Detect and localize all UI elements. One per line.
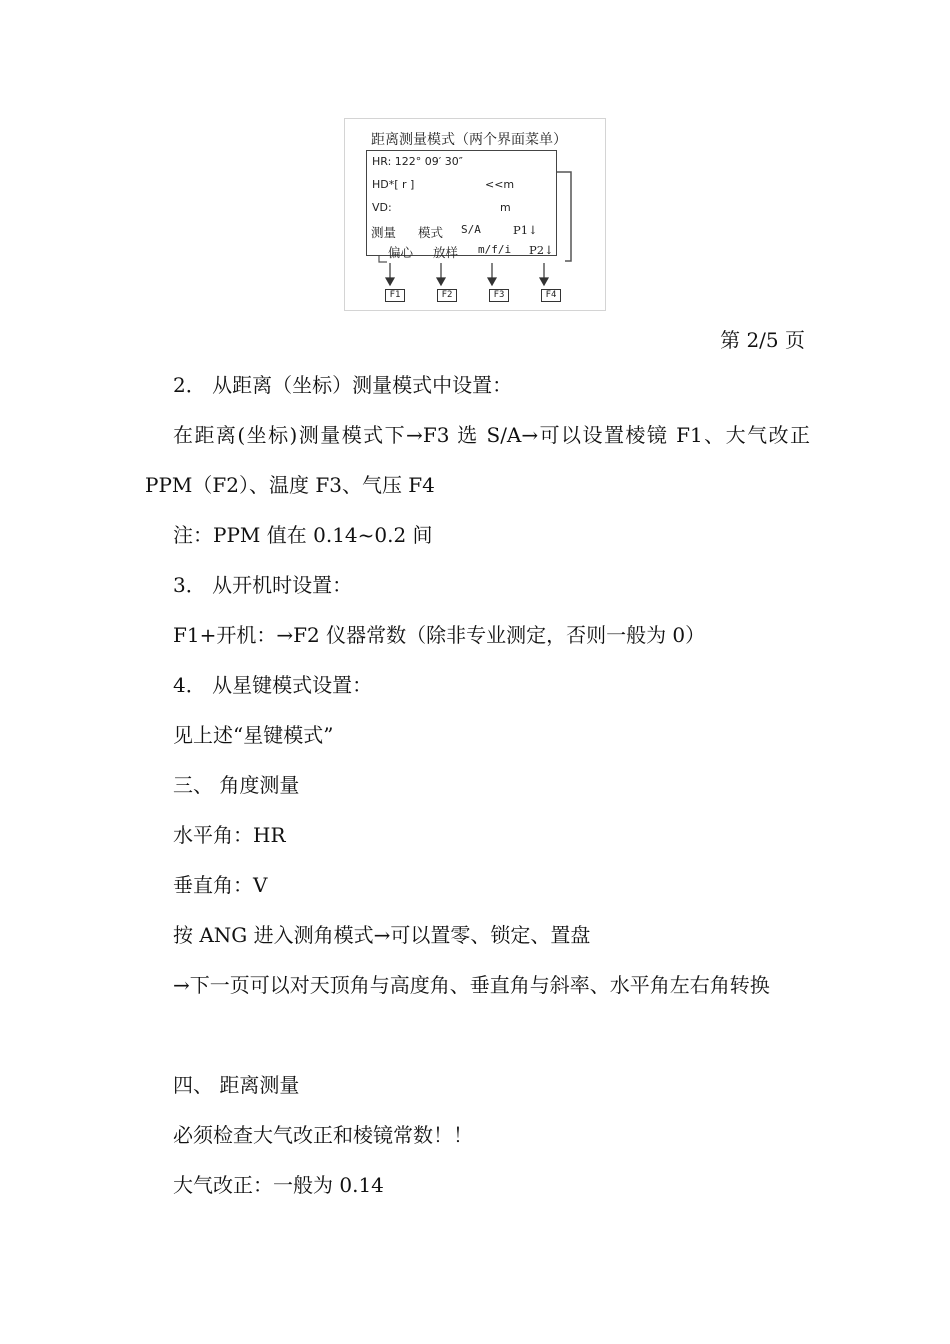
paragraph-horizontal-angle: 水平角：HR	[173, 823, 286, 847]
paragraph-startup-setting: F1+开机：→F2 仪器常数（除非专业测定，否则一般为 0）	[173, 623, 706, 647]
lcd-row-vd-unit: m	[500, 201, 511, 214]
section-distance-heading: 四、 距离测量	[173, 1073, 300, 1097]
lcd-row-hr: HR: 122° 09′ 30″	[372, 155, 463, 168]
paragraph-ang-mode: 按 ANG 进入测角模式→可以置零、锁定、置盘	[173, 923, 591, 947]
softkey-mode: 模式	[418, 225, 444, 240]
softkey-p2: P2↓	[529, 243, 554, 257]
paragraph-next-page: →下一页可以对天顶角与高度角、垂直角与斜率、水平角左右角转换	[173, 973, 770, 997]
lcd-row-vd: VD:	[372, 201, 392, 214]
softkey-mfi: m/f/i	[478, 243, 512, 256]
section-4-heading: 4． 从星键模式设置：	[173, 673, 373, 697]
paragraph-vertical-angle: 垂直角：V	[173, 873, 268, 897]
paragraph-sa-setting: 在距离(坐标)测量模式下→F3 选 S/A→可以设置棱镜 F1、大气改正 PPM（F2）、温度 F3、气压 F4	[145, 423, 810, 497]
lcd-screen	[366, 150, 557, 256]
function-key-f4: F4	[541, 289, 561, 302]
section-3-heading: 3． 从开机时设置：	[173, 573, 353, 597]
softkey-offset: 偏心	[388, 245, 414, 260]
lcd-row-hd-unit: <<m	[485, 178, 515, 191]
display-diagram	[344, 118, 606, 311]
softkey-sa: S/A	[461, 223, 481, 236]
softkey-measure: 测量	[371, 225, 397, 240]
softkey-stakeout: 放样	[433, 245, 459, 260]
note-ppm: 注：PPM 值在 0.14~0.2 间	[173, 523, 433, 547]
paragraph-must-check: 必须检查大气改正和棱镜常数！！	[173, 1123, 473, 1147]
lcd-row-hd: HD*[ r ]	[372, 178, 415, 191]
section-angle-heading: 三、 角度测量	[173, 773, 300, 797]
function-key-f2: F2	[437, 289, 457, 302]
function-key-f3: F3	[489, 289, 509, 302]
paragraph-star-key: 见上述“星键模式”	[173, 723, 334, 747]
softkey-p1: P1↓	[513, 223, 538, 237]
page-number: 第 2/5 页	[720, 328, 805, 352]
function-key-f1: F1	[385, 289, 405, 302]
section-2-heading: 2． 从距离（坐标）测量模式中设置：	[173, 373, 513, 397]
diagram-title: 距离测量模式（两个界面菜单）	[371, 132, 567, 148]
paragraph-atmospheric-correction: 大气改正：一般为 0.14	[173, 1173, 384, 1197]
